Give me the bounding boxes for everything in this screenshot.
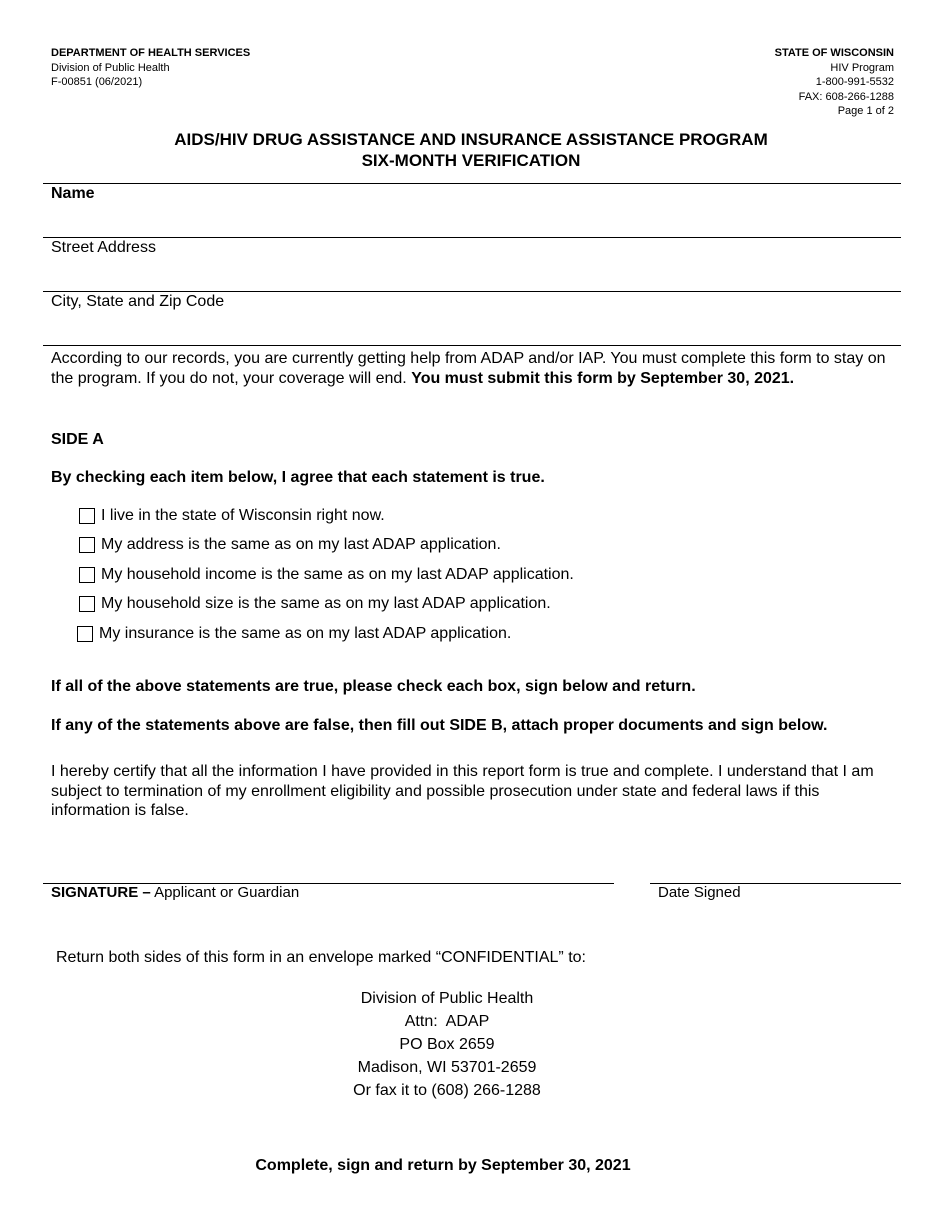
state-name: STATE OF WISCONSIN <box>774 47 894 59</box>
checkbox-same-household-size[interactable] <box>79 596 95 612</box>
address-line: PO Box 2659 <box>399 1036 495 1053</box>
intro-text: According to our records, you are currently getting help from ADAP and/or IAP. You must complete this form to stay on the program. If you do not, your coverage will end. <box>51 350 886 387</box>
street-address-field[interactable] <box>43 259 901 291</box>
signature-label <box>51 884 299 901</box>
street-top-rule <box>43 237 901 238</box>
name-field[interactable] <box>43 205 901 237</box>
signature-field[interactable] <box>43 852 614 883</box>
agency-block <box>51 46 250 90</box>
name-top-rule <box>43 183 901 184</box>
form-title-line-2: SIX-MONTH VERIFICATION <box>361 151 581 170</box>
form-number: F-00851 (06/2021) <box>51 76 143 88</box>
program-phone: 1-800-991-5532 <box>815 76 894 88</box>
return-instructions: Return both sides of this form in an envelope marked “CONFIDENTIAL” to: <box>56 949 586 966</box>
checklist-item-label: My household size is the same as on my last ADAP application. <box>101 595 551 612</box>
checklist-item-label: My address is the same as on my last ADAP application. <box>101 536 501 553</box>
city-state-zip-field[interactable] <box>43 313 901 345</box>
city-top-rule <box>43 291 901 292</box>
checkbox-wisconsin-resident[interactable] <box>79 508 95 524</box>
date-signed-label: Date Signed <box>658 884 741 901</box>
checklist-item <box>77 625 511 643</box>
checklist-item-label: My household income is the same as on my last ADAP application. <box>101 566 574 583</box>
program-name: HIV Program <box>830 61 894 74</box>
department-name: DEPARTMENT OF HEALTH SERVICES <box>51 47 251 59</box>
checklist-item <box>79 595 551 613</box>
intro-top-rule <box>43 345 901 346</box>
checkbox-same-address[interactable] <box>79 537 95 553</box>
checkbox-same-insurance[interactable] <box>77 626 93 642</box>
side-a-heading: SIDE A <box>51 431 104 448</box>
mailing-address <box>0 987 894 1102</box>
agree-statement: By checking each item below, I agree that each statement is true. <box>51 469 545 486</box>
date-signed-field[interactable] <box>650 852 901 883</box>
address-line: Attn: ADAP <box>404 1013 490 1030</box>
checklist-item <box>79 507 385 525</box>
any-false-instruction: If any of the statements above are false, then fill out SIDE B, attach proper documents and sign below. <box>51 717 828 734</box>
signature-label-rest: Applicant or Guardian <box>150 884 300 901</box>
state-block <box>775 46 894 119</box>
city-state-zip-label: City, State and Zip Code <box>51 293 225 310</box>
page-number: Page 1 of 2 <box>837 105 894 117</box>
signature-label-bold: SIGNATURE – <box>51 884 151 901</box>
checklist-item-label: I live in the state of Wisconsin right now. <box>101 507 385 524</box>
checklist-item <box>79 566 574 584</box>
address-line: Division of Public Health <box>360 990 534 1007</box>
footer-deadline: Complete, sign and return by September 30, 2021 <box>255 1157 631 1174</box>
submit-deadline: You must submit this form by September 30, 2021. <box>411 369 795 387</box>
checkbox-same-income[interactable] <box>79 567 95 583</box>
address-line: Madison, WI 53701-2659 <box>357 1059 537 1076</box>
address-line: Or fax it to (608) 266-1288 <box>353 1082 541 1099</box>
division-name: Division of Public Health <box>51 61 170 74</box>
checklist-item-label: My insurance is the same as on my last ADAP application. <box>99 625 512 642</box>
program-fax: FAX: 608-266-1288 <box>798 90 894 103</box>
name-label: Name <box>51 185 95 202</box>
street-address-label: Street Address <box>51 239 156 256</box>
form-title-line-1: AIDS/HIV DRUG ASSISTANCE AND INSURANCE ASSISTANCE PROGRAM <box>174 130 768 149</box>
certification-paragraph: I hereby certify that all the information I have provided in this report form is true and complete. I understand that I am subject to termination of my enrollment eligibility and possible prosecution under state and federal laws if this information is false. <box>51 763 874 819</box>
checklist-item <box>79 536 501 554</box>
all-true-instruction: If all of the above statements are true, please check each box, sign below and return. <box>51 678 696 695</box>
form-title <box>0 129 942 171</box>
intro-paragraph <box>51 349 901 388</box>
